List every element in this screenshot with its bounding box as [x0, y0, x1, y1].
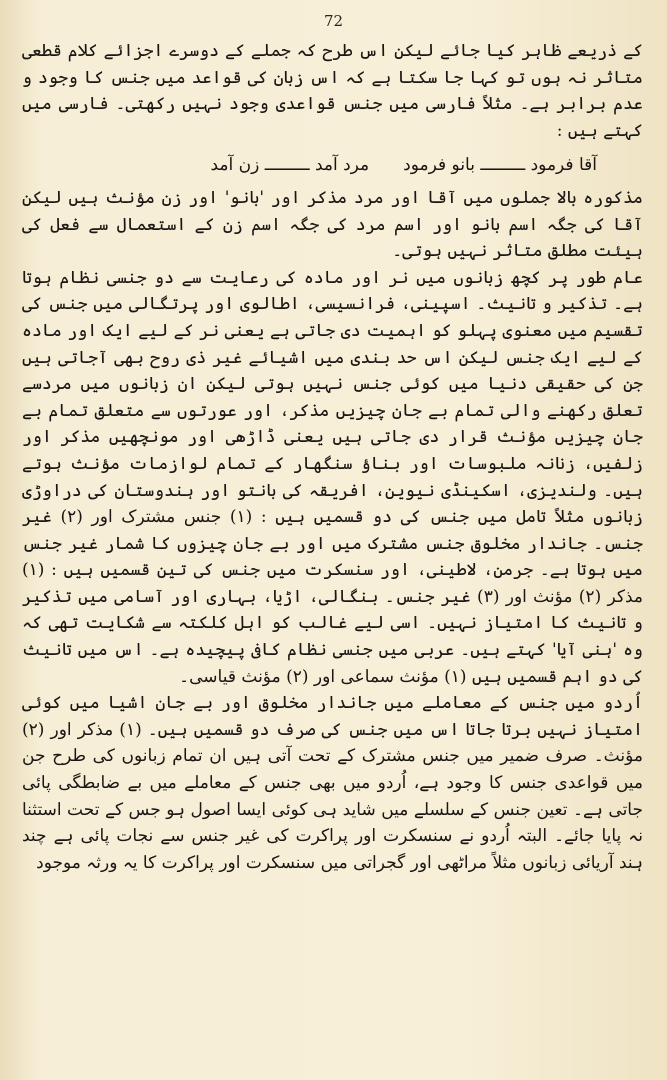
- paragraph-4: اُردو میں جنس کے معاملے میں جاندار مخلوق اور بے جان اشیا میں کوئی امتیاز نہیں برتا جاتا اس میں جنس کی صرف دو قسمیں ہیں۔ (۱) مذکر اور (۲) مؤنث۔ صرف ضمیر میں جنس مشترک کے تحت آتی ہیں ان تمام زبانوں کی طرح جن میں قواعدی جنس کا وجود ہے، اُردو میں بھی جنس کے معاملے میں بے ضابطگی پائی جاتی ہے۔ تعین جنس کے سلسلے میں شاید ہی کوئی ایسا اصول ہو جس کے تحت استثنا نہ پایا جائے۔ البتہ اُردو نے سنسکرت اور پراکرت کی غیر جنس سے نجات پائی ہے چند ہند آریائی زبانوں مثلاً مراٹھی اور گجراتی میں سنسکرت اور پراکرت کا یہ ورثہ موجود: [22, 693, 643, 873]
- paragraph-2: مذکورہ بالا جملوں میں آقا اور مرد مذکر اور 'بانو' اور زن مؤنث ہیں لیکن آقا کی جگہ اسم بانو اور اسم مرد کی جگہ اسم زن کے استعمال سے فعل کی ہیئت مطلق متاثر نہیں ہوتی۔: [22, 187, 643, 262]
- page-number: 72: [323, 12, 344, 30]
- persian-example: [22, 152, 643, 179]
- example-phrase-2: مرد آمد ـــــــــ زن آمد: [210, 155, 370, 176]
- example-phrase-1: آقا فرمود ـــــــــ بانو فرمود: [403, 155, 597, 176]
- body-text: [22, 38, 643, 876]
- paragraph-1: کے ذریعے ظاہر کیا جائے لیکن اس طرح کہ جملے کے دوسرے اجزائے کلام قطعی متاثر نہ ہوں تو کہا جا سکتا ہے کہ اس زبان کی قواعد میں جنس کا وجود و عدم برابر ہے۔ مثلاً فارسی میں جنس قواعدی وجود نہیں رکھتی۔ فارسی میں کہتے ہیں :: [22, 41, 643, 141]
- paragraph-3: عام طور پر کچھ زبانوں میں نر اور مادہ کی رعایت سے دو جنسی نظام ہوتا ہے۔ تذکیر و تانیث۔ اسپینی، فرانسیسی، اطالوی اور پرتگالی میں جنس کی تقسیم میں معنوی پہلو کو اہمیت دی جاتی ہے یعنی نر کے لیے ایک اور مادہ کے لیے ایک جنس لیکن اس حد بندی میں اشیائے غیر ذی روح بھی آجاتی ہیں جن کی حقیقی دنیا میں کوئی جنس نہیں ہوتی لیکن ان زبانوں میں مردسے تعلق رکھنے والی تمام بے جان چیزیں مذکر، اور عورتوں سے متعلق تمام بے جان چیزیں مؤنث قرار دی جاتی ہیں یعنی ڈاڑھی اور مونچھیں مذکر اور زلفیں، زنانہ ملبوسات اور بناؤ سنگھار کے تمام لوازمات مؤنث ہوتے ہیں۔ ولندیزی، اسکینڈی نیوین، افریقہ کی بانتو اور ہندوستان کی دراوڑی زبانوں مثلاً تامل میں جنس کی دو قسمیں ہیں : (۱) جنس مشترک اور (۲) غیر جنس۔ جاندار مخلوق جنس مشترک میں اور بے جان چیزوں کا شمار غیر جنس میں ہوتا ہے۔ جرمن، لاطینی، اور سنسکرت میں جنس کی تین قسمیں ہیں : (۱) مذکر (۲) مؤنث اور (۳) غیر جنس۔ بنگالی، اڑیا، بہاری اور آسامی میں تذکیر و تانیث کا امتیاز نہیں۔ اسی لیے غالب کو اہل کلکتہ سے شکایت تھی کہ وہ 'ہنی آیا' کہتے ہیں۔ عربی میں جنسی نظام کافی پیچیدہ ہے۔ اس میں تانیث کی دو اہم قسمیں ہیں (۱) مؤنث سماعی اور (۲) مؤنث قیاسی۔: [22, 267, 643, 687]
